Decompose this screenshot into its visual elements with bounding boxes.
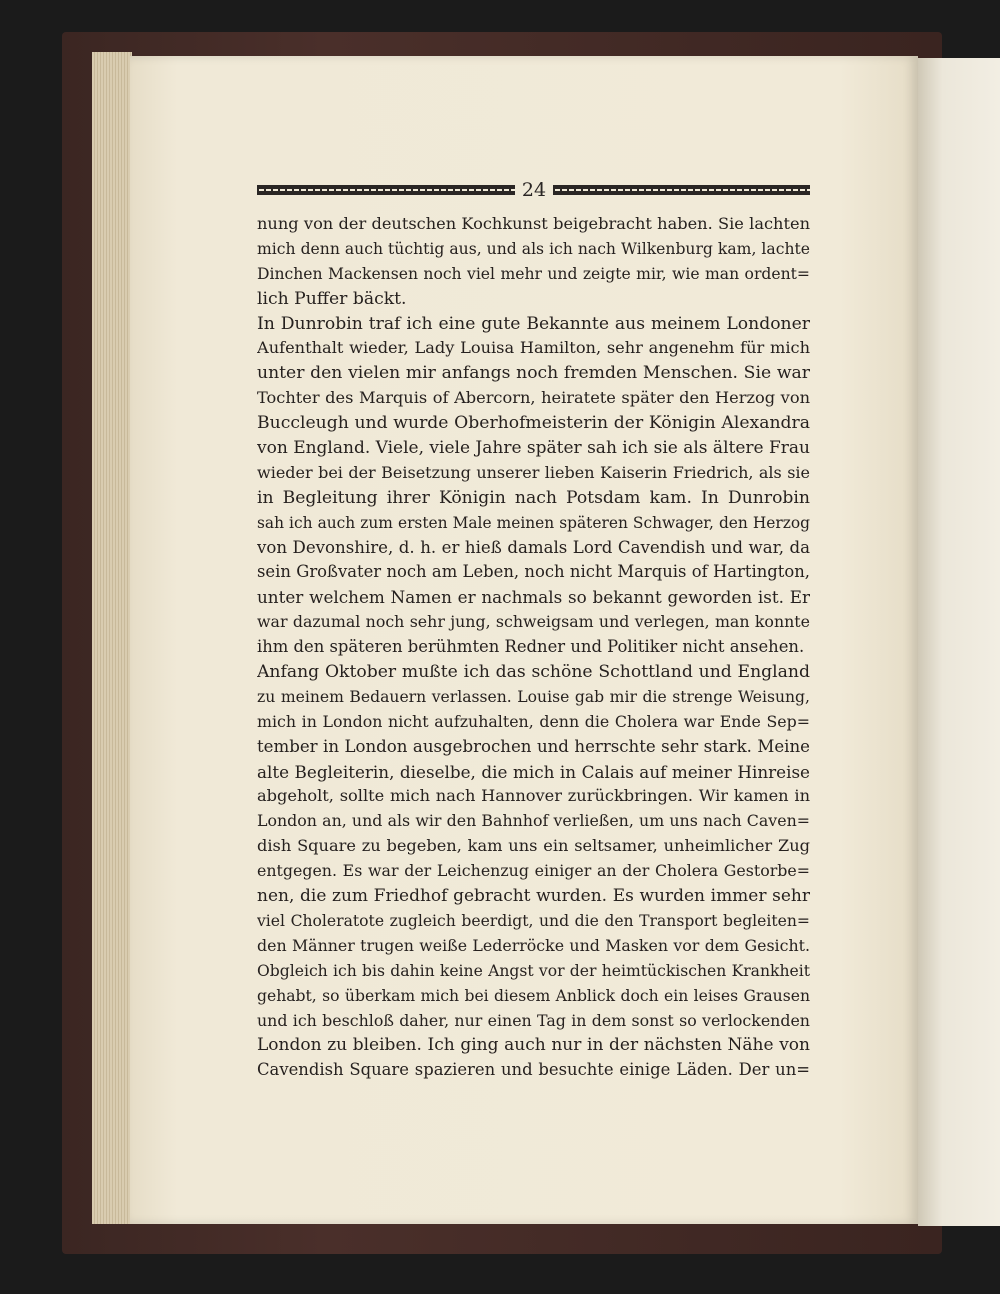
- text-line: von England. Viele, viele Jahre später sah ich sie als ältere Frau: [257, 438, 810, 459]
- text-line: alte Begleiterin, dieselbe, die mich in Calais auf meiner Hinreise: [257, 761, 810, 782]
- text-line: Buccleugh und wurde Oberhofmeisterin der Königin Alexandra: [257, 413, 810, 434]
- text-line: In Dunrobin traf ich eine gute Bekannte aus meinem Londoner: [257, 313, 810, 334]
- text-line: und ich beschloß daher, nur einen Tag in dem sonst so verlockenden: [257, 1010, 810, 1030]
- text-line: mich denn auch tüchtig aus, und als ich nach Wilkenburg kam, lachte: [257, 239, 810, 258]
- text-line: Obgleich ich bis dahin keine Angst vor der heimtückischen Krankheit: [257, 961, 810, 980]
- text-line: war dazumal noch sehr jung, schweigsam und verlegen, man konnte: [257, 612, 810, 632]
- text-line: in Begleitung ihrer Königin nach Potsdam kam. In Dunrobin: [257, 487, 810, 508]
- text-line: entgegen. Es war der Leichenzug einiger an der Cholera Gestorbe=: [257, 861, 810, 881]
- text-line: Tochter des Marquis of Abercorn, heiratete später den Herzog von: [257, 388, 810, 408]
- text-line: London zu bleiben. Ich ging auch nur in der nächsten Nähe von: [257, 1035, 810, 1056]
- header-ornament-right: [553, 185, 810, 195]
- text-line: Aufenthalt wieder, Lady Louisa Hamilton, sehr angenehm für mich: [257, 338, 810, 358]
- text-line: sein Großvater noch am Leben, noch nicht Marquis of Hartington,: [257, 562, 810, 582]
- text-line: lich Puffer bäckt.: [257, 288, 407, 309]
- page-number: 24: [521, 179, 547, 201]
- text-line: unter den vielen mir anfangs noch fremden Menschen. Sie war: [257, 363, 810, 384]
- text-line: zu meinem Bedauern verlassen. Louise gab mir die strenge Weisung,: [257, 687, 810, 706]
- text-line: Anfang Oktober mußte ich das schöne Schottland und England: [257, 662, 810, 683]
- text-line: gehabt, so überkam mich bei diesem Anblick doch ein leises Grausen: [257, 986, 810, 1005]
- text-line: viel Choleratote zugleich beerdigt, und die den Transport begleiten=: [257, 911, 810, 930]
- text-line: tember in London ausgebrochen und herrschte sehr stark. Meine: [257, 736, 810, 756]
- text-line: ihm den späteren berühmten Redner und Politiker nicht ansehen.: [257, 637, 805, 657]
- text-line: abgeholt, sollte mich nach Hannover zurückbringen. Wir kamen in: [257, 786, 810, 806]
- text-line: mich in London nicht aufzuhalten, denn die Cholera war Ende Sep=: [257, 711, 810, 731]
- text-line: unter welchem Namen er nachmals so bekannt geworden ist. Er: [257, 587, 810, 608]
- text-line: wieder bei der Beisetzung unserer lieben Kaiserin Friedrich, als sie: [257, 462, 810, 482]
- text-line: London an, und als wir den Bahnhof verließen, um uns nach Caven=: [257, 811, 810, 831]
- header-ornament-left: [257, 185, 515, 195]
- page-header: [257, 179, 810, 201]
- next-page-edge: [918, 58, 1000, 1226]
- text-line: nen, die zum Friedhof gebracht wurden. Es wurden immer sehr: [257, 886, 810, 907]
- text-line: Cavendish Square spazieren und besuchte einige Läden. Der un=: [257, 1060, 810, 1080]
- text-line: Dinchen Mackensen noch viel mehr und zeigte mir, wie man ordent=: [257, 264, 810, 283]
- text-line: den Männer trugen weiße Lederröcke und Masken vor dem Gesicht.: [257, 935, 810, 955]
- text-line: dish Square zu begeben, kam uns ein seltsamer, unheimlicher Zug: [257, 836, 810, 856]
- text-line: nung von der deutschen Kochkunst beigebracht haben. Sie lachten: [257, 214, 810, 233]
- page-edges: [92, 52, 132, 1224]
- text-line: sah ich auch zum ersten Male meinen späteren Schwager, den Herzog: [257, 513, 810, 532]
- text-line: von Devonshire, d. h. er hieß damals Lord Cavendish und war, da: [257, 537, 810, 557]
- body-text: [257, 212, 810, 1083]
